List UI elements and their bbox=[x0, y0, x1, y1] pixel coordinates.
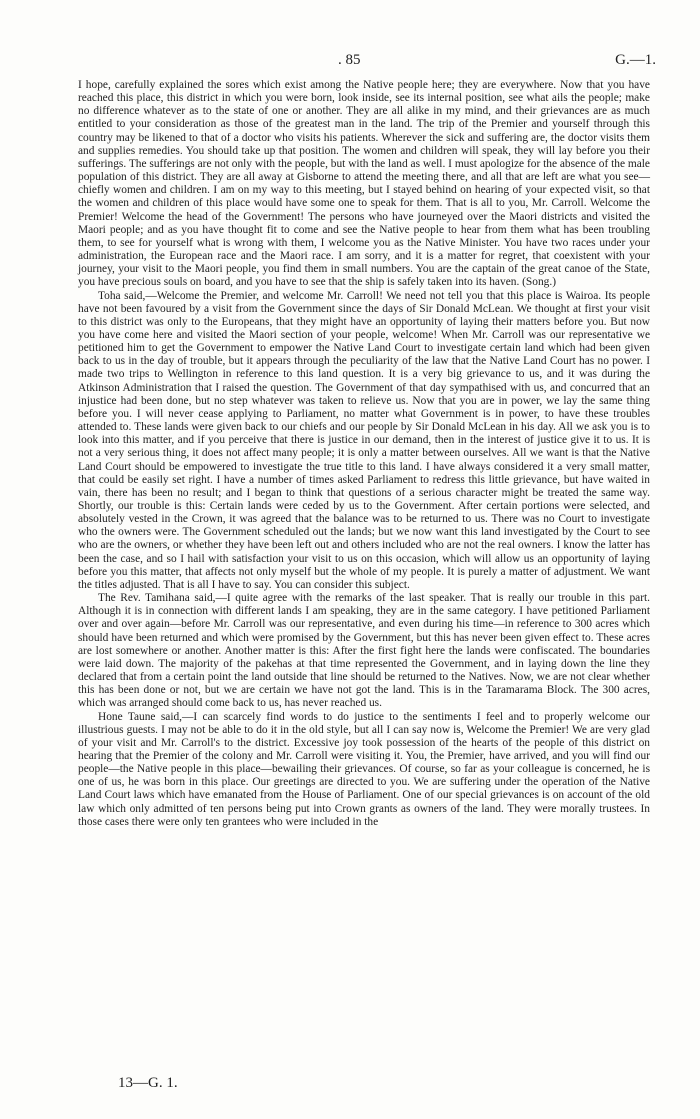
page-number: . 85 bbox=[338, 52, 361, 68]
sheet-signature: 13—G. 1. bbox=[118, 1075, 178, 1091]
body-text bbox=[78, 79, 650, 829]
paragraph-toha: Toha said,—Welcome the Premier, and welcome Mr. Carroll! We need not tell you that this place is Wairoa. Its people have not been favoured by a visit from the Government since the days of Sir Donald McLean. We thought at first your visit to this district was only to the Europeans, that they might have an opportunity of laying their matters before you. But now you have come here and visited the Maori section of your people, welcome! When Mr. Carroll was our representative we petitioned him to get the Government to empower the Native Land Court to investigate certain land which had been given back to us in the day of trouble, but it appears through the peculiarity of the law that the Native Land Court has no power. I made two trips to Wellington in reference to this land question. It is a very big grievance to us, and it was during the Atkinson Administration that I raised the question. The Government of that day sympathised with us, and concurred that an injustice had been done, but no step whatever was taken to relieve us. Now that you are in power, we lay the same thing before you. I will never cease applying to Parliament, no matter what Government is in power, to have these troubles attended to. These lands were given back to our chiefs and our people by Sir Donald McLean in his day. All we ask you is to look into this matter, and if you perceive that there is justice in our demand, then in the interest of justice give it to us. It is not a very serious thing, it does not affect many people; it is only a matter between ourselves. All we want is that the Native Land Court should be empowered to investigate the true title to this land. I have always considered it a very small matter, that could be easily set right. I have a number of times asked Parliament to redress this little grievance, but have waited in vain, there has been no result; and I began to think that questions of a serious character might be treated the same way. Shortly, our trouble is this: Certain lands were ceded by us to the Government. After certain portions were selected, and absolutely vested in the Crown, it was agreed that the balance was to be returned to us. There was no Court to investigate who the owners were. The Government scheduled out the lands; but we now want this land investigated by the Court to see who are the owners, or whether they have been left out and others included who are not the real owners. I know the latter has been the case, and so I hail with satisfaction your visit to us on this occasion, which will allow us an opportunity of laying before you this matter, that affects not only myself but the whole of my people. It is purely a matter of adjustment. We want the titles adjusted. That is all I have to say. You can consider this subject. bbox=[78, 289, 650, 591]
paragraph-hone-taune: Hone Taune said,—I can scarcely find words to do justice to the sentiments I feel and to properly welcome our illustrious guests. I may not be able to do it in the old style, but all I can say now is, Welcome the Premier! We are very glad of your visit and Mr. Carroll's to the district. Excessive joy took possession of the hearts of the people of this district on hearing that the Premier of the colony and Mr. Carroll were visiting it. You, the Premier, have arrived, and you will find our people—the Native people in this place—bewailing their grievances. Of course, so far as your colleague is concerned, he is one of us, he was born in this place. Our greetings are directed to you. We are suffering under the operation of the Native Land Court laws which have emanated from the House of Parliament. One of our special grievances is on account of the old law which only admitted of ten persons being put into Crown grants as owners of the land. They were morally trustees. In those cases there were only ten grantees who were included in the bbox=[78, 710, 650, 828]
page-header bbox=[0, 52, 700, 74]
paragraph-opening-speech: I hope, carefully explained the sores which exist among the Native people here; they are everywhere. Now that you have reached this place, this district in which you were born, look inside, see its internal position, see what ails the people; make no difference whatever as to the state of one or another. They are all alike in my mind, and their grievances are as much entitled to your consideration as those of the greatest man in the land. The trip of the Premier and yourself through this country may be likened to that of a doctor who visits his patients. Wherever the sick and suffering are, the doctor visits them and supplies remedies. You should take up that position. The women and children will speak, they will lay before you their sufferings. The sufferings are not only with the people, but with the land as well. I must apologize for the absence of the male population of this district. They are all away at Gisborne to attend the meeting there, and all that are left are what you see—chiefly women and children. I am on my way to this meeting, but I stayed behind on hearing of your expected visit, so that the women and children of this place would have some one to speak for them. That is all to you, Mr. Carroll. Welcome the Premier! Welcome the head of the Government! The persons who have journeyed over the Maori districts and visited the Maori people; and as you have thought fit to come and see the Native people to hear from them what has been troubling them, to see for yourself what is wrong with them, I welcome you as the Native Minister. You have two races under your administration, the European race and the Maori race. I am sorry, and it is a matter for regret, that coexistent with your journey, your visit to the Maori people, you find them in small numbers. You are the captain of the great canoe of the State, you have precious souls on board, and you have to see that the ship is safely taken into its haven. (Song.) bbox=[78, 79, 650, 289]
document-reference: G.—1. bbox=[615, 52, 656, 68]
paragraph-rev-tamihana: The Rev. Tamihana said,—I quite agree with the remarks of the last speaker. That is really our trouble in this part. Although it is in connection with different lands I am speaking, they are in the same category. I have petitioned Parliament over and over again—before Mr. Carroll was our representative, and even during his time—in reference to 300 acres which should have been returned and which were promised by the Government, but this has never been given effect to. These acres are lost somewhere or another. Another matter is this: After the first fight here the lands were confiscated. The boundaries were laid down. The majority of the pakehas at that time represented the Government, and in laying down the line they declared that from a certain point the land outside that line should be returned to the Natives. Now, we are not clear whether this has been done or not, but we are certain we have not got the land. This is in the Taramarama Block. The 300 acres, which was arranged should come back to us, has never reached us. bbox=[78, 592, 650, 710]
